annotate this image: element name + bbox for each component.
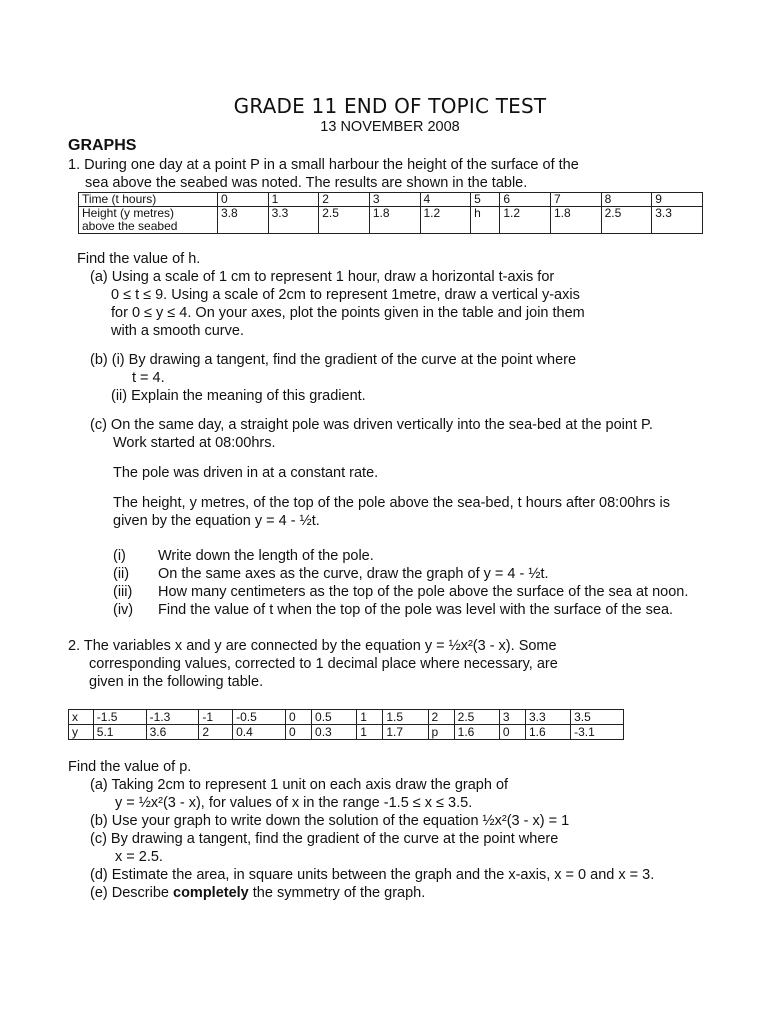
- table-cell: -1.5: [93, 710, 146, 725]
- table-cell: 4: [420, 193, 471, 207]
- table-cell: -1.3: [146, 710, 199, 725]
- table-cell: 2.5: [319, 207, 370, 234]
- table-row: [79, 193, 703, 207]
- table-cell: -0.5: [233, 710, 286, 725]
- table-cell: 0: [285, 725, 311, 740]
- q2-d-line: (d) Estimate the area, in square units between the graph and the x-axis, x = 0 and x = 3.: [90, 867, 655, 883]
- q2-a-line2: y = ½x²(3 - x), for values of x in the range -1.5 ≤ x ≤ 3.5.: [115, 795, 473, 811]
- q1-intro-line1: 1. During one day at a point P in a small harbour the height of the surface of the: [68, 157, 579, 173]
- q1-b-line1: (b) (i) By drawing a tangent, find the gradient of the curve at the point where: [90, 352, 577, 368]
- table-cell: 1.8: [369, 207, 420, 234]
- q1-data-table: [78, 192, 703, 234]
- q1-c-line1: (c) On the same day, a straight pole was driven vertically into the sea-bed at the point P.: [90, 417, 653, 433]
- row-label-line1: Height (y metres): [82, 206, 175, 220]
- table-cell: 1.8: [551, 207, 602, 234]
- q2-data-table: [68, 709, 624, 740]
- table-cell: 6: [500, 193, 551, 207]
- table-cell: -3.1: [571, 725, 624, 740]
- table-cell: 5: [471, 193, 500, 207]
- q1-c-item-text: Find the value of t when the top of the pole was level with the surface of the sea.: [158, 602, 674, 618]
- q1-c-item-num: (iv): [113, 602, 134, 618]
- q2-e-prefix: (e) Describe: [90, 885, 173, 901]
- q1-c-line3: The pole was driven in at a constant rate.: [113, 465, 379, 481]
- q1-c-line5: given by the equation y = 4 - ½t.: [113, 513, 320, 529]
- table-cell: 1.6: [525, 725, 570, 740]
- q2-intro-line3: given in the following table.: [89, 674, 264, 690]
- table-cell: 1: [268, 193, 319, 207]
- table-cell: y: [69, 725, 94, 740]
- table-cell: 3.3: [268, 207, 319, 234]
- table-cell: -1: [199, 710, 233, 725]
- table-cell: 0.3: [312, 725, 357, 740]
- q2-e-bold: completely: [173, 885, 249, 901]
- table-cell: 3.5: [571, 710, 624, 725]
- q2-intro-line2: corresponding values, corrected to 1 decimal place where necessary, are: [89, 656, 558, 672]
- table-cell: 3.3: [525, 710, 570, 725]
- q1-c-item-num: (i): [113, 548, 126, 564]
- table-cell: 2: [428, 710, 454, 725]
- table-cell: 0.5: [312, 710, 357, 725]
- table-row: [69, 710, 624, 725]
- table-cell: [79, 207, 218, 234]
- q1-find: Find the value of h.: [77, 251, 201, 267]
- table-cell: 1.7: [383, 725, 428, 740]
- table-cell: 0: [499, 725, 525, 740]
- q1-b-line3: (ii) Explain the meaning of this gradient.: [111, 388, 366, 404]
- table-cell: 0: [218, 193, 269, 207]
- page-title: GRADE 11 END OF TOPIC TEST: [233, 94, 547, 118]
- q1-c-item-text: Write down the length of the pole.: [158, 548, 374, 564]
- q1-c-line2: Work started at 08:00hrs.: [113, 435, 276, 451]
- table-row: [69, 725, 624, 740]
- table-cell: 2.5: [454, 710, 499, 725]
- table-cell: 1: [357, 710, 383, 725]
- q2-b-line: (b) Use your graph to write down the solution of the equation ½x²(3 - x) = 1: [90, 813, 570, 829]
- table-cell: 2: [199, 725, 233, 740]
- table-cell: 0.4: [233, 725, 286, 740]
- q1-c-item-text: How many centimeters as the top of the pole above the surface of the sea at noon.: [158, 584, 689, 600]
- table-cell: x: [69, 710, 94, 725]
- q1-a-line2: 0 ≤ t ≤ 9. Using a scale of 2cm to represent 1metre, draw a vertical y-axis: [111, 287, 580, 303]
- q1-c-item-num: (ii): [113, 566, 130, 582]
- table-cell: 2: [319, 193, 370, 207]
- table-cell: 1: [357, 725, 383, 740]
- q2-a-line1: (a) Taking 2cm to represent 1 unit on each axis draw the graph of: [90, 777, 509, 793]
- table-cell: 0: [285, 710, 311, 725]
- test-date: 13 NOVEMBER 2008: [320, 119, 460, 135]
- q1-c-line4: The height, y metres, of the top of the pole above the sea-bed, t hours after 08:00hrs is: [113, 495, 670, 511]
- table-cell: 8: [601, 193, 652, 207]
- section-heading: GRAPHS: [68, 137, 137, 154]
- table-cell: p: [428, 725, 454, 740]
- table-cell: 1.6: [454, 725, 499, 740]
- q1-c-item-text: On the same axes as the curve, draw the graph of y = 4 - ½t.: [158, 566, 549, 582]
- table-cell: 3: [369, 193, 420, 207]
- table-cell: 9: [652, 193, 703, 207]
- table-row: [79, 207, 703, 234]
- q1-intro-line2: sea above the seabed was noted. The results are shown in the table.: [85, 175, 528, 191]
- row-label-line2: above the seabed: [82, 219, 178, 233]
- q1-c-item-num: (iii): [113, 584, 133, 600]
- q1-a-line1: (a) Using a scale of 1 cm to represent 1 hour, draw a horizontal t-axis for: [90, 269, 555, 285]
- q2-find: Find the value of p.: [68, 759, 192, 775]
- table-cell: 3.3: [652, 207, 703, 234]
- q2-c-line1: (c) By drawing a tangent, find the gradient of the curve at the point where: [90, 831, 559, 847]
- q2-e-line: [90, 884, 425, 902]
- table-cell: 3.8: [218, 207, 269, 234]
- table-cell: 1.5: [383, 710, 428, 725]
- table-cell: 7: [551, 193, 602, 207]
- table-cell: 5.1: [93, 725, 146, 740]
- q2-c-line2: x = 2.5.: [115, 849, 163, 865]
- table-cell: 3: [499, 710, 525, 725]
- q1-a-line3: for 0 ≤ y ≤ 4. On your axes, plot the points given in the table and join them: [111, 305, 585, 321]
- q1-b-line2: t = 4.: [132, 370, 165, 386]
- q2-e-suffix: the symmetry of the graph.: [248, 885, 426, 901]
- table-cell: 3.6: [146, 725, 199, 740]
- q2-intro-line1: 2. The variables x and y are connected by the equation y = ½x²(3 - x). Some: [68, 638, 557, 654]
- q1-a-line4: with a smooth curve.: [111, 323, 244, 339]
- table-cell: h: [471, 207, 500, 234]
- table-cell: 1.2: [420, 207, 471, 234]
- table-cell: 1.2: [500, 207, 551, 234]
- table-cell: Time (t hours): [79, 193, 218, 207]
- table-cell: 2.5: [601, 207, 652, 234]
